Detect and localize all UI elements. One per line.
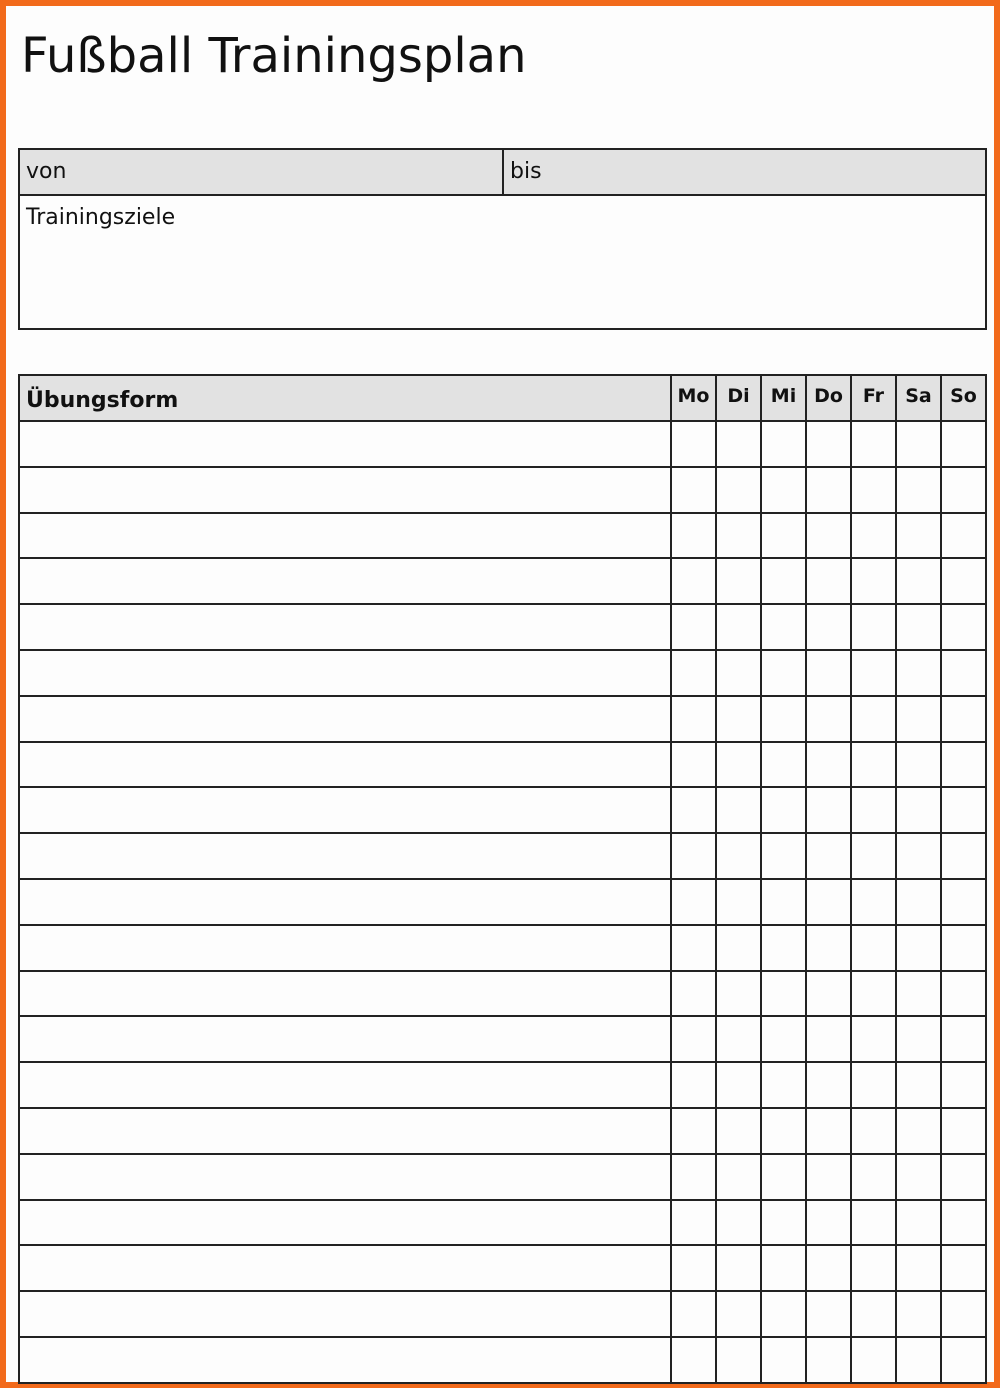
day-cell-do[interactable] <box>806 1154 851 1200</box>
day-cell-sa[interactable] <box>896 604 941 650</box>
day-cell-mi[interactable] <box>761 742 806 788</box>
day-cell-sa[interactable] <box>896 1291 941 1337</box>
day-cell-do[interactable] <box>806 833 851 879</box>
day-cell-so[interactable] <box>941 1108 986 1154</box>
table-row <box>19 467 986 513</box>
day-cell-sa[interactable] <box>896 1200 941 1246</box>
day-cell-mo[interactable] <box>671 742 716 788</box>
exercise-cell[interactable] <box>19 742 671 788</box>
table-row <box>19 925 986 971</box>
day-cell-di[interactable] <box>716 1154 761 1200</box>
day-cell-di[interactable] <box>716 787 761 833</box>
day-cell-mi[interactable] <box>761 879 806 925</box>
day-cell-mi[interactable] <box>761 787 806 833</box>
day-cell-mi[interactable] <box>761 1154 806 1200</box>
exercise-cell[interactable] <box>19 421 671 467</box>
day-cell-di[interactable] <box>716 650 761 696</box>
day-cell-mo[interactable] <box>671 879 716 925</box>
day-cell-mo[interactable] <box>671 1016 716 1062</box>
day-cell-sa[interactable] <box>896 787 941 833</box>
day-cell-mo[interactable] <box>671 1337 716 1383</box>
day-cell-mi[interactable] <box>761 1245 806 1291</box>
day-cell-mo[interactable] <box>671 421 716 467</box>
day-cell-fr[interactable] <box>851 1245 896 1291</box>
day-cell-do[interactable] <box>806 650 851 696</box>
table-row <box>19 1337 986 1383</box>
day-cell-mo[interactable] <box>671 971 716 1017</box>
table-row <box>19 787 986 833</box>
day-cell-fr[interactable] <box>851 1062 896 1108</box>
period-box <box>18 148 987 330</box>
day-cell-mi[interactable] <box>761 1337 806 1383</box>
day-cell-mo[interactable] <box>671 787 716 833</box>
day-header-fr: Fr <box>851 375 896 421</box>
day-cell-mi[interactable] <box>761 558 806 604</box>
day-cell-fr[interactable] <box>851 1016 896 1062</box>
day-cell-sa[interactable] <box>896 1337 941 1383</box>
day-cell-so[interactable] <box>941 421 986 467</box>
day-cell-mo[interactable] <box>671 925 716 971</box>
day-cell-fr[interactable] <box>851 696 896 742</box>
day-cell-fr[interactable] <box>851 925 896 971</box>
exercise-cell[interactable] <box>19 467 671 513</box>
day-cell-do[interactable] <box>806 787 851 833</box>
day-cell-sa[interactable] <box>896 650 941 696</box>
day-cell-fr[interactable] <box>851 421 896 467</box>
day-cell-so[interactable] <box>941 1337 986 1383</box>
day-cell-fr[interactable] <box>851 558 896 604</box>
table-row <box>19 1200 986 1246</box>
day-cell-mi[interactable] <box>761 467 806 513</box>
day-cell-mo[interactable] <box>671 650 716 696</box>
table-row <box>19 1154 986 1200</box>
day-cell-di[interactable] <box>716 1337 761 1383</box>
table-body <box>19 421 986 1383</box>
exercise-cell[interactable] <box>19 787 671 833</box>
day-cell-mo[interactable] <box>671 1245 716 1291</box>
day-cell-sa[interactable] <box>896 1108 941 1154</box>
from-label: von <box>26 159 67 184</box>
day-cell-mo[interactable] <box>671 1062 716 1108</box>
day-cell-so[interactable] <box>941 925 986 971</box>
day-cell-mi[interactable] <box>761 971 806 1017</box>
day-cell-do[interactable] <box>806 467 851 513</box>
day-cell-mo[interactable] <box>671 1154 716 1200</box>
exercise-cell[interactable] <box>19 971 671 1017</box>
day-cell-do[interactable] <box>806 1200 851 1246</box>
day-cell-do[interactable] <box>806 742 851 788</box>
day-cell-mo[interactable] <box>671 833 716 879</box>
day-cell-so[interactable] <box>941 1291 986 1337</box>
exercise-cell[interactable] <box>19 1337 671 1383</box>
day-cell-mo[interactable] <box>671 1108 716 1154</box>
day-cell-mi[interactable] <box>761 421 806 467</box>
day-cell-di[interactable] <box>716 604 761 650</box>
day-cell-di[interactable] <box>716 467 761 513</box>
day-cell-di[interactable] <box>716 742 761 788</box>
day-cell-do[interactable] <box>806 971 851 1017</box>
to-field[interactable] <box>504 150 985 194</box>
day-cell-so[interactable] <box>941 1062 986 1108</box>
day-cell-di[interactable] <box>716 1291 761 1337</box>
day-cell-di[interactable] <box>716 1062 761 1108</box>
day-cell-mo[interactable] <box>671 1291 716 1337</box>
day-cell-di[interactable] <box>716 558 761 604</box>
day-cell-mi[interactable] <box>761 1016 806 1062</box>
training-plan-table <box>18 374 987 1384</box>
day-cell-mo[interactable] <box>671 558 716 604</box>
exercise-cell[interactable] <box>19 1291 671 1337</box>
period-row <box>20 150 985 196</box>
exercise-cell[interactable] <box>19 879 671 925</box>
day-cell-sa[interactable] <box>896 833 941 879</box>
exercise-column-header: Übungsform <box>19 375 671 421</box>
table-row <box>19 513 986 559</box>
table-row <box>19 696 986 742</box>
day-cell-so[interactable] <box>941 1245 986 1291</box>
day-cell-so[interactable] <box>941 833 986 879</box>
day-cell-so[interactable] <box>941 650 986 696</box>
exercise-cell[interactable] <box>19 1245 671 1291</box>
day-cell-mi[interactable] <box>761 650 806 696</box>
day-cell-mi[interactable] <box>761 1291 806 1337</box>
day-cell-di[interactable] <box>716 421 761 467</box>
day-cell-fr[interactable] <box>851 650 896 696</box>
table-row <box>19 742 986 788</box>
day-cell-sa[interactable] <box>896 925 941 971</box>
day-cell-fr[interactable] <box>851 1154 896 1200</box>
day-cell-fr[interactable] <box>851 1200 896 1246</box>
day-header-so: So <box>941 375 986 421</box>
day-cell-di[interactable] <box>716 833 761 879</box>
table-row <box>19 1016 986 1062</box>
exercise-cell[interactable] <box>19 650 671 696</box>
day-cell-so[interactable] <box>941 1154 986 1200</box>
day-cell-sa[interactable] <box>896 467 941 513</box>
day-cell-do[interactable] <box>806 696 851 742</box>
day-cell-di[interactable] <box>716 1016 761 1062</box>
day-header-mi: Mi <box>761 375 806 421</box>
day-cell-so[interactable] <box>941 513 986 559</box>
day-cell-so[interactable] <box>941 787 986 833</box>
day-cell-fr[interactable] <box>851 879 896 925</box>
day-cell-mi[interactable] <box>761 1200 806 1246</box>
day-cell-do[interactable] <box>806 1245 851 1291</box>
day-cell-di[interactable] <box>716 513 761 559</box>
training-goals-field[interactable] <box>20 196 985 328</box>
day-cell-mi[interactable] <box>761 833 806 879</box>
day-cell-so[interactable] <box>941 467 986 513</box>
exercise-cell[interactable] <box>19 558 671 604</box>
day-cell-di[interactable] <box>716 1200 761 1246</box>
day-cell-di[interactable] <box>716 925 761 971</box>
day-cell-di[interactable] <box>716 696 761 742</box>
day-cell-mi[interactable] <box>761 1108 806 1154</box>
day-cell-sa[interactable] <box>896 879 941 925</box>
day-cell-fr[interactable] <box>851 604 896 650</box>
day-cell-do[interactable] <box>806 421 851 467</box>
table-row <box>19 421 986 467</box>
table-row <box>19 558 986 604</box>
day-cell-mo[interactable] <box>671 513 716 559</box>
day-cell-do[interactable] <box>806 925 851 971</box>
day-cell-sa[interactable] <box>896 696 941 742</box>
day-cell-mi[interactable] <box>761 696 806 742</box>
day-cell-so[interactable] <box>941 879 986 925</box>
exercise-cell[interactable] <box>19 833 671 879</box>
day-cell-fr[interactable] <box>851 1337 896 1383</box>
day-header-mo: Mo <box>671 375 716 421</box>
table-row <box>19 1062 986 1108</box>
day-cell-mo[interactable] <box>671 604 716 650</box>
day-cell-do[interactable] <box>806 1108 851 1154</box>
day-cell-so[interactable] <box>941 604 986 650</box>
exercise-cell[interactable] <box>19 604 671 650</box>
day-cell-mo[interactable] <box>671 467 716 513</box>
day-cell-sa[interactable] <box>896 1016 941 1062</box>
exercise-cell[interactable] <box>19 1154 671 1200</box>
day-cell-do[interactable] <box>806 879 851 925</box>
day-header-do: Do <box>806 375 851 421</box>
training-goals-label: Trainingsziele <box>26 205 176 230</box>
day-cell-di[interactable] <box>716 879 761 925</box>
table-row <box>19 879 986 925</box>
day-cell-sa[interactable] <box>896 558 941 604</box>
day-cell-do[interactable] <box>806 604 851 650</box>
day-cell-mo[interactable] <box>671 696 716 742</box>
day-cell-sa[interactable] <box>896 1245 941 1291</box>
day-cell-fr[interactable] <box>851 513 896 559</box>
to-label: bis <box>510 159 542 184</box>
day-cell-di[interactable] <box>716 971 761 1017</box>
day-cell-do[interactable] <box>806 1062 851 1108</box>
exercise-cell[interactable] <box>19 696 671 742</box>
day-cell-fr[interactable] <box>851 1108 896 1154</box>
exercise-cell[interactable] <box>19 513 671 559</box>
day-cell-mi[interactable] <box>761 513 806 559</box>
day-cell-sa[interactable] <box>896 1154 941 1200</box>
table-row <box>19 971 986 1017</box>
from-field[interactable] <box>20 150 504 194</box>
table-row <box>19 604 986 650</box>
day-cell-mo[interactable] <box>671 1200 716 1246</box>
exercise-cell[interactable] <box>19 1016 671 1062</box>
table-row <box>19 833 986 879</box>
day-cell-mi[interactable] <box>761 925 806 971</box>
day-cell-so[interactable] <box>941 971 986 1017</box>
day-cell-fr[interactable] <box>851 467 896 513</box>
exercise-cell[interactable] <box>19 1108 671 1154</box>
day-cell-fr[interactable] <box>851 1291 896 1337</box>
day-cell-so[interactable] <box>941 1200 986 1246</box>
table-header-row <box>19 375 986 421</box>
day-cell-fr[interactable] <box>851 787 896 833</box>
day-cell-do[interactable] <box>806 1016 851 1062</box>
day-cell-di[interactable] <box>716 1245 761 1291</box>
day-cell-mi[interactable] <box>761 1062 806 1108</box>
exercise-cell[interactable] <box>19 925 671 971</box>
table-row <box>19 1245 986 1291</box>
day-cell-so[interactable] <box>941 558 986 604</box>
day-cell-fr[interactable] <box>851 833 896 879</box>
day-cell-do[interactable] <box>806 558 851 604</box>
day-cell-fr[interactable] <box>851 742 896 788</box>
day-cell-sa[interactable] <box>896 1062 941 1108</box>
table-row <box>19 1108 986 1154</box>
day-cell-so[interactable] <box>941 696 986 742</box>
day-cell-do[interactable] <box>806 1337 851 1383</box>
table-row <box>19 1291 986 1337</box>
exercise-cell[interactable] <box>19 1062 671 1108</box>
day-cell-sa[interactable] <box>896 742 941 788</box>
day-cell-sa[interactable] <box>896 971 941 1017</box>
day-cell-do[interactable] <box>806 513 851 559</box>
day-cell-so[interactable] <box>941 742 986 788</box>
page-title: Fußball Trainingsplan <box>21 28 527 84</box>
table-row <box>19 650 986 696</box>
day-cell-mi[interactable] <box>761 604 806 650</box>
day-cell-do[interactable] <box>806 1291 851 1337</box>
day-cell-sa[interactable] <box>896 421 941 467</box>
exercise-cell[interactable] <box>19 1200 671 1246</box>
day-header-di: Di <box>716 375 761 421</box>
day-header-sa: Sa <box>896 375 941 421</box>
day-cell-so[interactable] <box>941 1016 986 1062</box>
day-cell-di[interactable] <box>716 1108 761 1154</box>
day-cell-sa[interactable] <box>896 513 941 559</box>
day-cell-fr[interactable] <box>851 971 896 1017</box>
